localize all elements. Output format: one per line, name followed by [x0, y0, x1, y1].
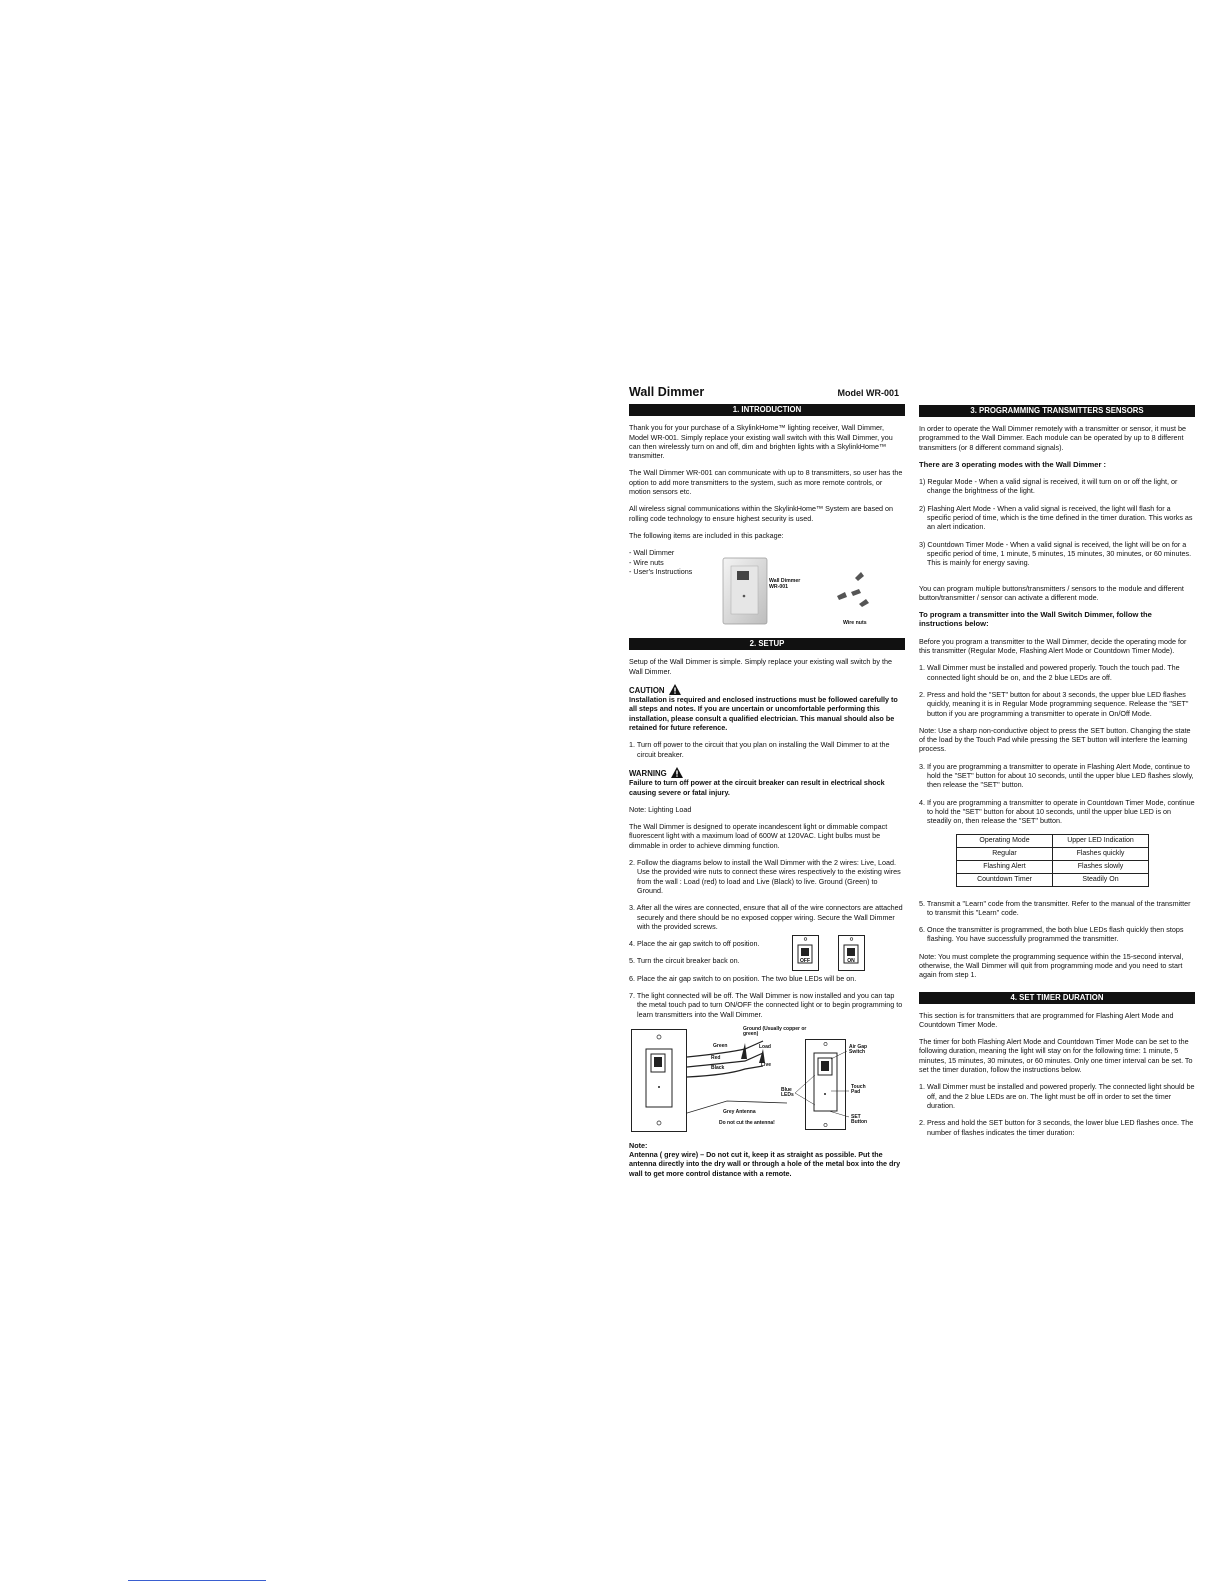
package-item: - Wire nuts [629, 557, 664, 567]
intro-paragraph: The following items are included in this package: [629, 530, 784, 540]
wires-diagram [687, 1023, 797, 1123]
document-header [629, 385, 905, 399]
lighting-load-text: The Wall Dimmer is designed to operate incandescent light or dimmable compact fluorescent light with a maximum load of 600W at 120VAC. Light bulbs must be dimmable in order to achieve dimming function. [629, 822, 888, 850]
table-row [957, 847, 1149, 860]
section-heading-setup: 2. SETUP [629, 638, 905, 650]
program-heading: To program a transmitter into the Wall Switch Dimmer, follow the instructions below: [919, 610, 1152, 629]
program-step-6: 6. Once the transmitter is programmed, the both blue LEDs flash quickly then stops flashing. You have successfully programmed the transmitter. [919, 925, 1184, 944]
load-label: Load [759, 1043, 771, 1050]
do-not-cut-label: Do not cut the antenna! [719, 1119, 775, 1126]
dimmer-back-diagram [631, 1029, 691, 1133]
table-cell: Flashes quickly [1053, 847, 1149, 860]
before-programming-text: Before you program a transmitter to the Wall Dimmer, decide the operating mode for this transmitter (Regular Mode, Flashing Alert Mode or Countdown Timer Mode). [919, 636, 1187, 656]
table-cell: Steadily On [1053, 873, 1149, 886]
antenna-note-text: Antenna ( grey wire) – Do not cut it, keep it as straight as possible. Put the antenna directly into the dry wall or through a hole of the metal box into the dry wall to get more control distance with a remote. [629, 1150, 901, 1178]
warning-triangle-icon [669, 684, 681, 695]
table-row [957, 860, 1149, 873]
air-gap-switch-diagram [792, 935, 870, 973]
setup-intro: Setup of the Wall Dimmer is simple. Simply replace your existing wall switch by the Wall Dimmer. [629, 657, 892, 676]
table-cell: Countdown Timer [957, 873, 1053, 886]
model-number: Model WR-001 [837, 388, 899, 398]
program-step-4: 4. If you are programming a transmitter to operate in Countdown Timer Mode, continue to hold the "SET" button for about 10 seconds, until the upper blue LED is on steadily on, then release the "SET" button. [919, 797, 1195, 826]
program-step-2: 2. Press and hold the "SET" button for about 3 seconds, the upper blue LED flashes quickly, meaning it is in Regular Mode programming sequence. Release the "SET" button if you are programming a transmitter to operate in On/Off Mode. [919, 689, 1189, 718]
timer-intro: This section is for transmitters that are programmed for Flashing Alert Mode and Countdown Timer Mode. [919, 1010, 1174, 1029]
setup-step-7: 7. The light connected will be off. The Wall Dimmer is now installed and you can tap the metal touch pad to turn ON/OFF the connected light or to begin programming to learn transmitters into the Wall Dimmer. [629, 990, 903, 1019]
switch-off-label: OFF [800, 958, 810, 965]
wall-dimmer-image [717, 556, 773, 628]
wiring-diagram [631, 1023, 905, 1135]
package-list [629, 548, 692, 576]
program-step-1: 1. Wall Dimmer must be installed and powered properly. Touch the touch pad. The connected light should be on, and the 2 blue LEDs are off. [919, 663, 1180, 682]
table-cell: Flashing Alert [957, 860, 1053, 873]
grey-antenna-label: Grey Antenna [723, 1108, 756, 1115]
setup-step-2: 2. Follow the diagrams below to install the Wall Dimmer with the 2 wires: Live, Load. Use the provided wire nuts to connect these wires respectively to the existing wires from the wall : Load (red) to load and Live (Black) to live. Ground (Green) to Ground. [629, 858, 901, 895]
set-button-note: Note: Use a sharp non-conductive object to press the SET button. Changing the state of the load by the Touch Pad while pressing the SET button will interfere the learning process. [919, 725, 1191, 754]
switch-on-label: ON [847, 958, 855, 965]
footer-rule [128, 1580, 266, 1581]
dimmer-caption: Wall Dimmer WR-001 [769, 578, 801, 591]
wire-nuts-image [833, 570, 873, 608]
red-wire-label: Red [711, 1054, 721, 1061]
programming-complete-note: Note: You must complete the programming sequence within the 15-second interval, otherwise, the Wall Dimmer will quit from programming mode and you need to start again from step 1. [919, 951, 1184, 980]
setup-step-3: 3. After all the wires are connected, ensure that all of the wire connectors are attached securely and there should be no exposed copper wiring. Secure the Wall Dimmer with the provided screws. [629, 903, 903, 931]
intro-paragraph: All wireless signal communications within the SkylinkHome™ System are based on rolling code technology to ensure highest security is used. [629, 504, 894, 523]
intro-paragraph: Thank you for your purchase of a SkylinkHome™ lighting receiver, Wall Dimmer, Model WR-001. Simply replace your existing wall switch with this Wall Dimmer, you can then wirelessly turn on and off, dim and brighten lights with a SkylinkHome™ transmitter. [629, 423, 893, 461]
setup-step-4: 4. Place the air gap switch to off position. [629, 939, 760, 949]
program-step-3: 3. If you are programming a transmitter to operate in Flashing Alert Mode, continue to hold the "SET" button for about 10 seconds, until the upper blue LED flashes slowly, then release the "SET" button. [919, 761, 1194, 790]
warning-heading: WARNING [629, 767, 905, 778]
blue-leds-label: Blue LEDs [781, 1086, 794, 1099]
table-header-row [957, 834, 1149, 847]
led-indication-table [956, 834, 1149, 887]
programming-intro: In order to operate the Wall Dimmer remotely with a transmitter or sensor, it must be programmed to the Wall Dimmer. Each module can be operated by up to 8 different transmitters (or 8 different command signals). [919, 424, 1186, 452]
timer-duration-text: The timer for both Flashing Alert Mode and Countdown Timer Mode can be set to the following duration, meaning the light will stay on for the following time: 1 minute, 5 minutes, 15 minutes, 30 minutes, or 60 minutes. Only one timer interval can be set. To set the timer duration, follow the instructions below. [919, 1037, 1193, 1075]
touch-pad-label: Touch Pad [851, 1083, 866, 1096]
set-button-label: SET Button [851, 1113, 868, 1126]
green-wire-label: Green [713, 1042, 728, 1049]
right-column [919, 405, 1195, 1145]
antenna-note-label: Note: [629, 1140, 648, 1150]
section-heading-introduction: 1. INTRODUCTION [629, 404, 905, 416]
caution-heading: CAUTION [629, 684, 905, 695]
ground-label: Ground (Usually copper or green) [743, 1025, 807, 1038]
table-row [957, 873, 1149, 886]
setup-step-6: 6. Place the air gap switch to on position. The two blue LEDs will be on. [629, 973, 857, 983]
mode-regular: 1) Regular Mode - When a valid signal is received, it will turn on or off the light, or change the brightness of the light. [919, 477, 1178, 496]
live-label: Live [761, 1061, 772, 1068]
mode-flashing-alert: 2) Flashing Alert Mode - When a valid signal is received, the light will flash for a specific period of time, which is the time defined in the timer duration. This works as an alert indication. [919, 503, 1193, 532]
package-contents [629, 548, 905, 632]
lighting-load-note: Note: Lighting Load [629, 804, 692, 814]
table-cell: Regular [957, 847, 1053, 860]
air-gap-switch-icon [792, 935, 870, 971]
timer-step-2: 2. Press and hold the SET button for 3 seconds, the lower blue LED flashes once. The number of flashes indicates the timer duration: [919, 1118, 1194, 1137]
program-step-5: 5. Transmit a "Learn" code from the transmitter. Refer to the manual of the transmitter to transmit this "Learn" code. [919, 898, 1191, 917]
multi-transmitter-text: You can program multiple buttons/transmitters / sensors to the module and different button/transmitter / sensor can activate a different mode. [919, 583, 1184, 602]
black-wire-label: Black [711, 1064, 725, 1071]
section-heading-timer: 4. SET TIMER DURATION [919, 992, 1195, 1004]
table-header: Upper LED Indication [1053, 834, 1149, 847]
intro-paragraph: The Wall Dimmer WR-001 can communicate with up to 8 transmitters, so user has the option to add more transmitters to the system, such as more remote controls, or motion sensors etc. [629, 468, 903, 497]
air-gap-label: Air Gap Switch [849, 1043, 868, 1056]
document-title: Wall Dimmer [629, 385, 705, 399]
caution-text: Installation is required and enclosed instructions must be followed carefully to all steps and notes. If you are uncertain or uncomfortable performing this installation, please consult a qualified electrician. This manual should also be retained for future reference. [629, 695, 898, 733]
left-column [629, 385, 905, 1186]
mode-countdown-timer: 3) Countdown Timer Mode - When a valid signal is received, the light will be on for a specific period of time, 1 minute, 5 minutes, 15 minutes, 30 minutes, or 60 minutes. This is mainly for energy saving. [919, 539, 1192, 568]
wire-nuts-caption: Wire nuts [843, 620, 867, 627]
air-gap-steps [629, 939, 905, 966]
modes-heading: There are 3 operating modes with the Wall Dimmer : [919, 459, 1107, 469]
section-heading-programming: 3. PROGRAMMING TRANSMITTERS SENSORS [919, 405, 1195, 417]
setup-step-1: 1. Turn off power to the circuit that you plan on installing the Wall Dimmer to at the circuit breaker. [629, 740, 890, 759]
warning-text: Failure to turn off power at the circuit breaker can result in electrical shock causing severe or fatal injury. [629, 778, 885, 797]
table-header: Operating Mode [957, 834, 1053, 847]
package-item: - User's Instructions [629, 566, 693, 576]
table-cell: Flashes slowly [1053, 860, 1149, 873]
timer-step-1: 1. Wall Dimmer must be installed and powered properly. The connected light should be off, and the 2 blue LEDs are on. The light must be off in order to set the timer duration. [919, 1082, 1195, 1110]
setup-step-5: 5. Turn the circuit breaker back on. [629, 956, 740, 966]
package-item: - Wall Dimmer [629, 548, 675, 558]
warning-triangle-icon [671, 767, 683, 778]
